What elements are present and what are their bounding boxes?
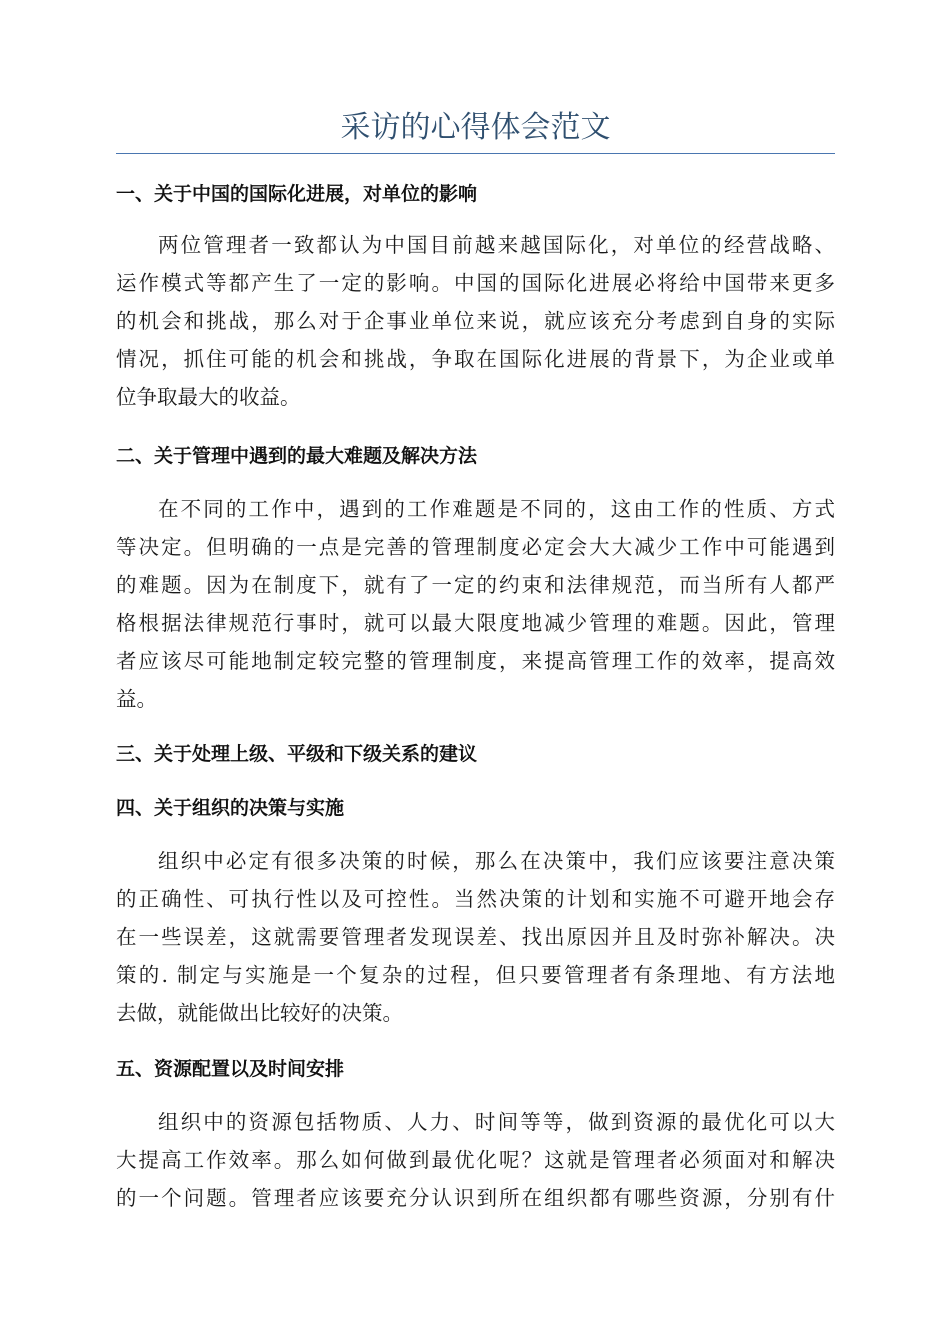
paragraph-line: 大提高工作效率。那么如何做到最优化呢？这就是管理者必须面对和解决 (116, 1148, 835, 1172)
paragraph-line: 的一个问题。管理者应该要充分认识到所在组织都有哪些资源，分别有什 (116, 1186, 835, 1210)
paragraph-line: 去做，就能做出比较好的决策。 (116, 1001, 403, 1025)
paragraph-line: 在一些误差，这就需要管理者发现误差、找出原因并且及时弥补解决。决 (116, 925, 835, 949)
paragraph-line: 等决定。但明确的一点是完善的管理制度必定会大大减少工作中可能遇到 (116, 535, 835, 559)
paragraph-line: 两位管理者一致都认为中国目前越来越国际化，对单位的经营战略、 (158, 233, 835, 257)
paragraph-line: 策的. 制定与实施是一个复杂的过程，但只要管理者有条理地、有方法地 (116, 963, 835, 987)
section-1-heading: 一、关于中国的国际化进展，对单位的影响 (116, 183, 478, 205)
section-4-heading: 四、关于组织的决策与实施 (116, 797, 345, 819)
section-5-paragraph (116, 1103, 835, 1217)
paragraph-line: 位争取最大的收益。 (116, 385, 301, 409)
paragraph-line: 的机会和挑战，那么对于企事业单位来说，就应该充分考虑到自身的实际 (116, 309, 835, 333)
paragraph-line: 组织中的资源包括物质、人力、时间等等，做到资源的最优化可以大 (158, 1110, 835, 1134)
title-underline (116, 153, 835, 154)
paragraph-line: 组织中必定有很多决策的时候，那么在决策中，我们应该要注意决策 (158, 849, 835, 873)
section-5-heading: 五、资源配置以及时间安排 (116, 1058, 345, 1080)
paragraph-line: 益。 (116, 687, 157, 711)
section-2-heading: 二、关于管理中遇到的最大难题及解决方法 (116, 445, 478, 467)
paragraph-line: 者应该尽可能地制定较完整的管理制度，来提高管理工作的效率，提高效 (116, 649, 835, 673)
paragraph-line: 的难题。因为在制度下，就有了一定的约束和法律规范，而当所有人都严 (116, 573, 835, 597)
paragraph-line: 的正确性、可执行性以及可控性。当然决策的计划和实施不可避开地会存 (116, 887, 835, 911)
section-1-paragraph (116, 226, 835, 416)
paragraph-line: 运作模式等都产生了一定的影响。中国的国际化进展必将给中国带来更多 (116, 271, 835, 295)
paragraph-line: 情况，抓住可能的机会和挑战，争取在国际化进展的背景下，为企业或单 (116, 347, 835, 371)
section-4-paragraph (116, 842, 835, 1032)
document-title: 采访的心得体会范文 (340, 110, 611, 145)
paragraph-line: 格根据法律规范行事时，就可以最大限度地减少管理的难题。因此，管理 (116, 611, 835, 635)
paragraph-line: 在不同的工作中，遇到的工作难题是不同的，这由工作的性质、方式 (158, 497, 835, 521)
section-2-paragraph (116, 490, 835, 718)
section-3-heading: 三、关于处理上级、平级和下级关系的建议 (116, 743, 478, 765)
